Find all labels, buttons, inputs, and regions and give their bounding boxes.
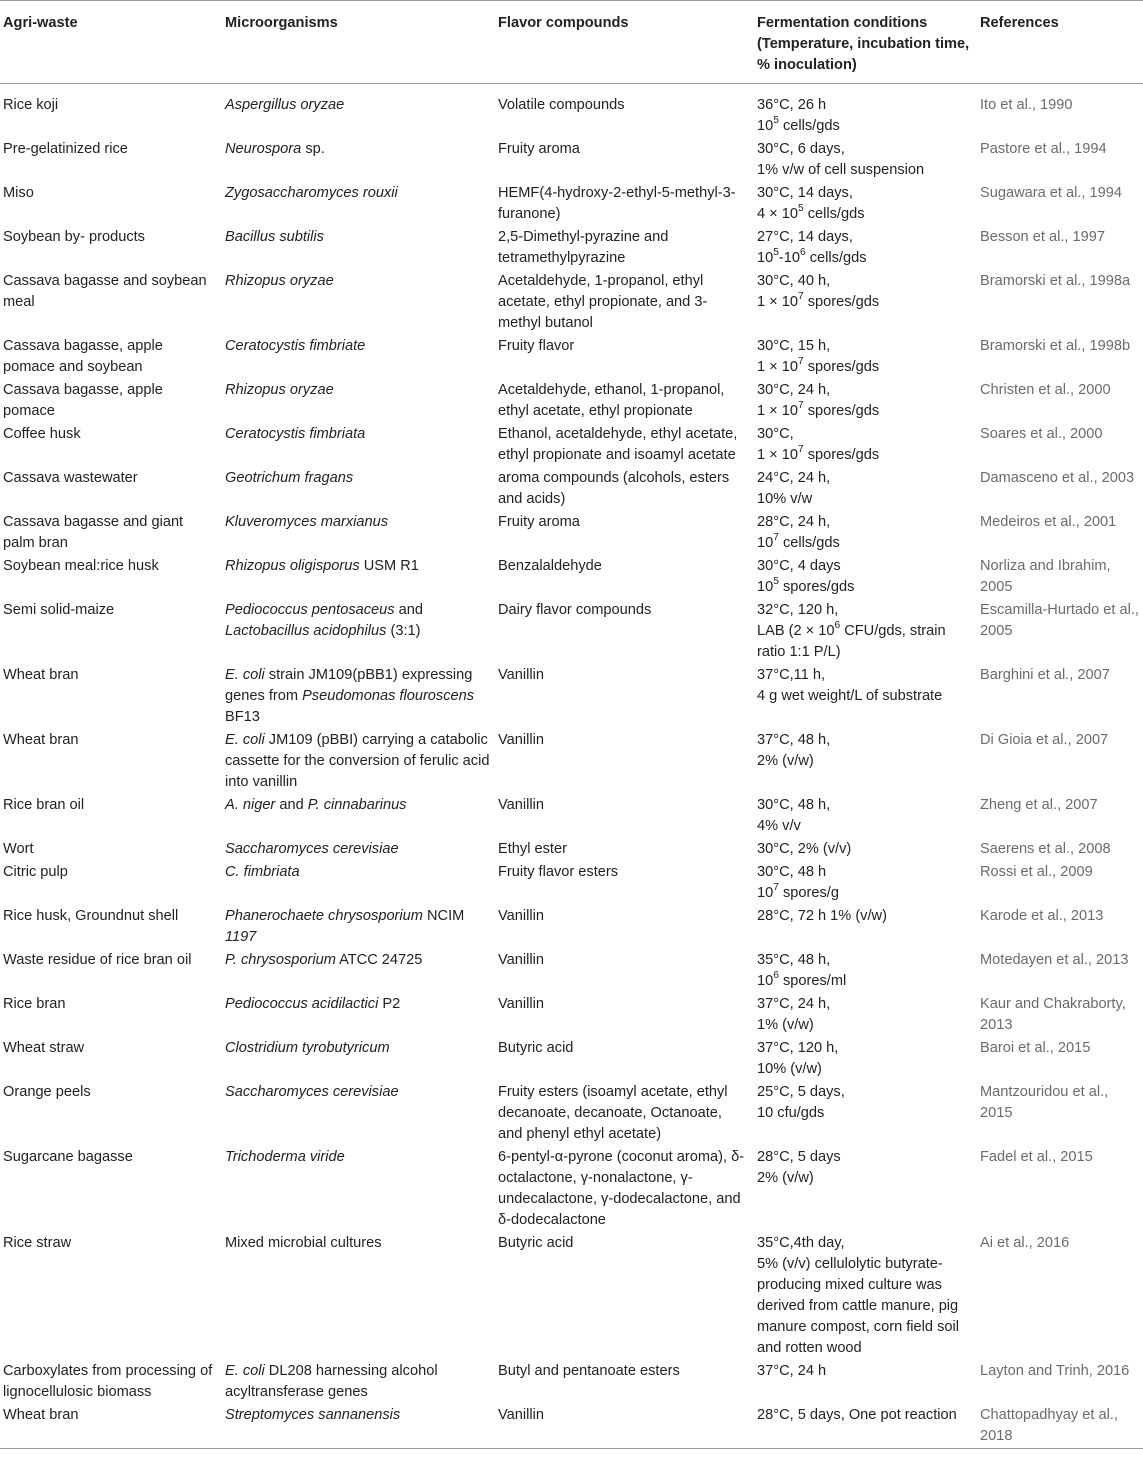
fermentation-condition-cell: 37°C, 24 h, 1% (v/w) [757,996,831,1033]
agri-waste-cell: Soybean meal:rice husk [3,558,159,574]
reference-cell: Besson et al., 1997 [980,229,1105,245]
flavor-compound-cell: Vanillin [498,667,544,683]
microorganism-cell: Ceratocystis fimbriata [225,426,366,442]
table-row [0,1360,1143,1404]
flavor-compound-cell: Vanillin [498,952,544,968]
table-row [0,182,1143,226]
microorganism-cell: Rhizopus oryzae [225,273,334,289]
table-row [0,861,1143,905]
fermentation-condition-cell: 36°C, 26 h $10^5$ cells/gds [757,97,840,134]
reference-cell: Saerens et al., 2008 [980,841,1111,857]
fermentation-condition-cell: 35°C,4th day, 5% (v/v) cellulolytic butyrate-producing mixed culture was derived from cattle manure, pig manure compost, corn field soil and rotten wood [757,1235,959,1356]
fermentation-condition-cell: 28°C, 5 days, One pot reaction [757,1407,957,1423]
microorganism-cell: Aspergillus oryzae [225,97,345,113]
reference-cell: Karode et al., 2013 [980,908,1104,924]
flavor-compound-cell: Acetaldehyde, 1-propanol, ethyl acetate, ethyl propionate, and 3-methyl butanol [498,273,708,331]
agri-waste-cell: Soybean by- products [3,229,145,245]
header-row [0,1,1143,84]
agri-waste-cell: Rice bran [3,996,66,1012]
agri-waste-cell: Sugarcane bagasse [3,1149,133,1165]
fermentation-condition-cell: 30°C, 40 h, $1 \times 10^7$ spores/gds [757,273,880,310]
reference-cell: Di Gioia et al., 2007 [980,732,1109,748]
flavor-compound-cell: Vanillin [498,1407,544,1423]
flavor-compound-cell: Ethyl ester [498,841,567,857]
fermentation-condition-cell: 28°C, 5 days 2% (v/w) [757,1149,841,1186]
microorganism-cell: Pediococcus acidilactici P2 [225,996,401,1012]
flavor-compound-cell: Fruity aroma [498,514,580,530]
table-row [0,270,1143,335]
header-microorganisms: Microorganisms [225,15,338,31]
fermentation-condition-cell: 30°C, 15 h, $1 \times 10^7$ spores/gds [757,338,880,375]
fermentation-condition-cell: 30°C, 48 h $10^7$ spores/g [757,864,839,901]
agri-waste-cell: Orange peels [3,1084,91,1100]
fermentation-condition-cell: 30°C, 14 days, $4 \times 10^5$ cells/gds [757,185,865,222]
fermentation-condition-cell: 37°C, 120 h, 10% (v/w) [757,1040,839,1077]
microorganism-cell: Mixed microbial cultures [225,1235,382,1251]
microorganism-cell: Neurospora sp. [225,141,325,157]
microorganism-cell: Phanerochaete chrysosporium NCIM 1197 [225,908,465,945]
table-row [0,1081,1143,1146]
agri-waste-cell: Wort [3,841,34,857]
flavor-compound-cell: Fruity flavor [498,338,575,354]
table-row [0,949,1143,993]
microorganism-cell: P. chrysosporium ATCC 24725 [225,952,423,968]
agri-waste-cell: Cassava bagasse and soybean meal [3,273,207,310]
agri-waste-cell: Rice koji [3,97,59,113]
microorganism-cell: Streptomyces sannanensis [225,1407,401,1423]
table-row [0,84,1143,139]
reference-cell: Pastore et al., 1994 [980,141,1107,157]
reference-cell: Rossi et al., 2009 [980,864,1093,880]
microorganism-cell: Rhizopus oryzae [225,382,334,398]
table-row [0,467,1143,511]
table-row [0,1232,1143,1360]
microorganism-cell: Clostridium tyrobutyricum [225,1040,390,1056]
flavor-compound-cell: Benzalaldehyde [498,558,602,574]
table-row [0,379,1143,423]
fermentation-condition-cell: 27°C, 14 days, $10^5-10^6$ cells/gds [757,229,867,266]
header-flavor-compounds: Flavor compounds [498,15,629,31]
table-row [0,335,1143,379]
flavor-compound-cell: Fruity aroma [498,141,580,157]
table-row [0,138,1143,182]
flavor-compound-cell: Butyric acid [498,1040,574,1056]
flavor-compound-cell: Ethanol, acetaldehyde, ethyl acetate, ethyl propionate and isoamyl acetate [498,426,738,463]
table-header [0,1,1143,84]
table-row [0,664,1143,729]
table-row [0,905,1143,949]
agri-waste-cell: Citric pulp [3,864,68,880]
reference-cell: Layton and Trinh, 2016 [980,1363,1130,1379]
agri-waste-cell: Coffee husk [3,426,81,442]
flavor-compound-cell: Vanillin [498,996,544,1012]
table-row [0,729,1143,794]
table-row [0,794,1143,838]
flavor-compound-cell: Fruity flavor esters [498,864,619,880]
reference-cell: Ai et al., 2016 [980,1235,1070,1251]
table-row [0,1037,1143,1081]
fermentation-condition-cell: 28°C, 24 h, $10^7$ cells/gds [757,514,840,551]
flavor-compound-cell: Dairy flavor compounds [498,602,652,618]
agri-waste-cell: Rice husk, Groundnut shell [3,908,179,924]
microorganism-cell: Geotrichum fragans [225,470,354,486]
flavor-compound-cell: HEMF(4-hydroxy-2-ethyl-5-methyl-3-furanone) [498,185,736,222]
flavor-compound-cell: Butyl and pentanoate esters [498,1363,680,1379]
microorganism-cell: E. coli strain JM109(pBB1) expressing genes from Pseudomonas flouroscens BF13 [225,667,475,725]
table-row [0,555,1143,599]
reference-cell: Norliza and Ibrahim, 2005 [980,558,1111,595]
agri-waste-cell: Cassava wastewater [3,470,138,486]
reference-cell: Mantzouridou et al., 2015 [980,1084,1109,1121]
table-body [0,84,1143,1449]
microorganism-cell: Rhizopus oligisporus USM R1 [225,558,419,574]
agri-waste-cell: Rice bran oil [3,797,85,813]
flavor-compound-cell: 6-pentyl-α-pyrone (coconut aroma), δ-octalactone, γ-nonalactone, γ-undecalactone, γ-dodecalactone, and δ-dodecalactone [498,1149,745,1228]
flavor-compound-cell: Butyric acid [498,1235,574,1251]
flavor-compound-cell: 2,5-Dimethyl-pyrazine and tetramethylpyrazine [498,229,669,266]
reference-cell: Sugawara et al., 1994 [980,185,1122,201]
table-row [0,599,1143,664]
reference-cell: Chattopadhyay et al., 2018 [980,1407,1118,1444]
agri-waste-cell: Cassava bagasse and giant palm bran [3,514,184,551]
table-row [0,226,1143,270]
agri-waste-cell: Pre-gelatinized rice [3,141,128,157]
flavor-compound-cell: Acetaldehyde, ethanol, 1-propanol, ethyl acetate, ethyl propionate [498,382,725,419]
flavor-compound-cell: Vanillin [498,908,544,924]
fermentation-condition-cell: 37°C, 24 h [757,1363,827,1379]
fermentation-condition-cell: 30°C, 48 h, 4% v/v [757,797,831,834]
agri-waste-cell: Wheat bran [3,667,79,683]
reference-cell: Zheng et al., 2007 [980,797,1098,813]
agri-waste-cell: Miso [3,185,34,201]
fermentation-condition-cell: 30°C, 24 h, $1 \times 10^7$ spores/gds [757,382,880,419]
microorganism-cell: Bacillus subtilis [225,229,324,245]
flavor-compound-cell: Fruity esters (isoamyl acetate, ethyl decanoate, decanoate, Octanoate, and phenyl ethyl acetate) [498,1084,728,1142]
table-row [0,1404,1143,1449]
microorganism-cell: E. coli DL208 harnessing alcohol acyltransferase genes [225,1363,438,1400]
fermentation-condition-cell: 37°C,11 h, 4 g wet weight/L of substrate [757,667,943,704]
agri-waste-cell: Cassava bagasse, apple pomace and soybean [3,338,163,375]
reference-cell: Bramorski et al., 1998a [980,273,1131,289]
reference-cell: Motedayen et al., 2013 [980,952,1129,968]
header-agri-waste: Agri-waste [3,15,78,31]
fermentation-condition-cell: 32°C, 120 h, LAB ($2 \times 10^6$ CFU/gds, strain ratio 1:1 P/L) [757,602,946,660]
agri-waste-cell: Rice straw [3,1235,72,1251]
microorganism-cell: E. coli JM109 (pBBI) carrying a catabolic cassette for the conversion of ferulic acid into vanillin [225,732,490,790]
reference-cell: Damasceno et al., 2003 [980,470,1135,486]
reference-cell: Kaur and Chakraborty, 2013 [980,996,1126,1033]
fermentation-condition-cell: 30°C, 6 days, 1% v/w of cell suspension [757,141,925,178]
flavor-compound-cell: aroma compounds (alcohols, esters and acids) [498,470,730,507]
fermentation-condition-cell: 25°C, 5 days, 10 cfu/gds [757,1084,845,1121]
fermentation-condition-cell: 28°C, 72 h 1% (v/w) [757,908,887,924]
agri-waste-cell: Cassava bagasse, apple pomace [3,382,163,419]
table-row [0,838,1143,861]
reference-cell: Christen et al., 2000 [980,382,1111,398]
microorganism-cell: Saccharomyces cerevisiae [225,1084,399,1100]
table-row [0,423,1143,467]
agri-waste-cell: Wheat bran [3,732,79,748]
flavor-compound-cell: Vanillin [498,732,544,748]
agri-waste-cell: Wheat straw [3,1040,85,1056]
table-row [0,993,1143,1037]
flavor-compound-cell: Vanillin [498,797,544,813]
fermentation-condition-cell: 30°C, $1 \times 10^7$ spores/gds [757,426,880,463]
microorganism-cell: Saccharomyces cerevisiae [225,841,399,857]
fermentation-condition-cell: 35°C, 48 h, $10^6$ spores/ml [757,952,847,989]
agri-waste-cell: Semi solid-maize [3,602,115,618]
microorganism-cell: Kluveromyces marxianus [225,514,389,530]
agri-waste-cell: Waste residue of rice bran oil [3,952,192,968]
flavor-compound-cell: Volatile compounds [498,97,625,113]
microorganism-cell: Zygosaccharomyces rouxii [225,185,398,201]
table-row [0,1146,1143,1232]
fermentation-condition-cell: 24°C, 24 h, 10% v/w [757,470,831,507]
reference-cell: Bramorski et al., 1998b [980,338,1131,354]
table-row [0,511,1143,555]
reference-cell: Ito et al., 1990 [980,97,1073,113]
agri-waste-cell: Carboxylates from processing of lignocellulosic biomass [3,1363,213,1400]
microorganism-cell: Trichoderma viride [225,1149,345,1165]
reference-cell: Baroi et al., 2015 [980,1040,1091,1056]
reference-cell: Barghini et al., 2007 [980,667,1110,683]
fermentation-condition-cell: 37°C, 48 h, 2% (v/w) [757,732,831,769]
reference-cell: Soares et al., 2000 [980,426,1103,442]
header-fermentation-conditions: Fermentation conditions (Temperature, incubation time, % inoculation) [757,15,970,73]
reference-cell: Escamilla-Hurtado et al., 2005 [980,602,1139,639]
agri-waste-cell: Wheat bran [3,1407,79,1423]
header-references: References [980,15,1059,31]
fermentation-condition-cell: 30°C, 4 days $10^5$ spores/gds [757,558,855,595]
microorganism-cell: Ceratocystis fimbriate [225,338,366,354]
microorganism-cell: C. fimbriata [225,864,300,880]
reference-cell: Fadel et al., 2015 [980,1149,1093,1165]
reference-cell: Medeiros et al., 2001 [980,514,1117,530]
fermentation-condition-cell: 30°C, 2% (v/v) [757,841,852,857]
microorganism-cell: A. niger and P. cinnabarinus [225,797,407,813]
microorganism-cell: Pediococcus pentosaceus and Lactobacillus acidophilus (3:1) [225,602,423,639]
